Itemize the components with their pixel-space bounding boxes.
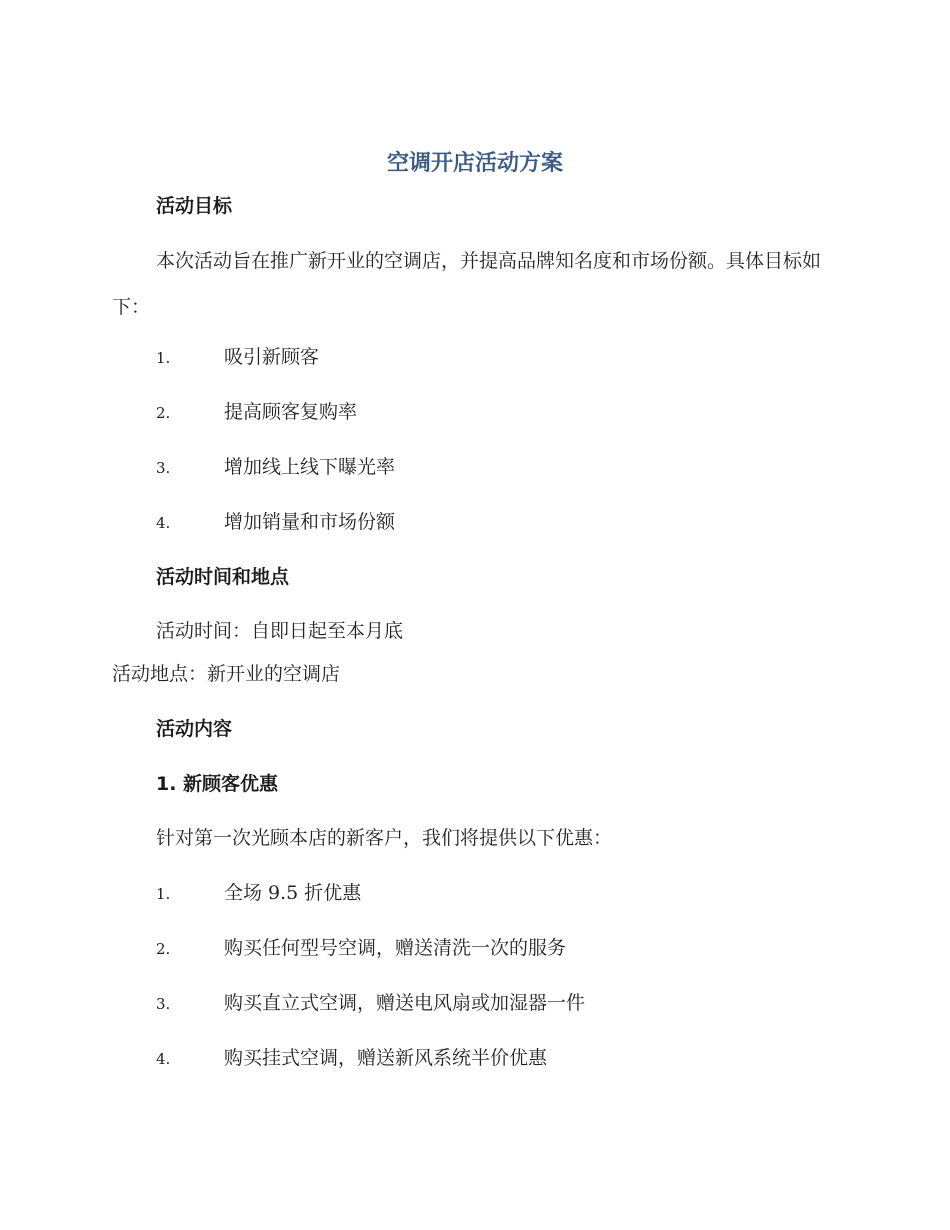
offer-item-number: 4.	[156, 1050, 171, 1068]
offer-item-text: 全场 9.5 折优惠	[224, 882, 362, 904]
offer-item-text: 购买直立式空调，赠送电风扇或加湿器一件	[224, 992, 586, 1014]
offer-item-number: 3.	[156, 995, 171, 1013]
goal-item-number: 4.	[156, 514, 171, 532]
goal-item-text: 提高顾客复购率	[224, 401, 358, 423]
section-heading-time-place: 活动时间和地点	[156, 566, 290, 588]
offer-item-number: 1.	[156, 885, 171, 903]
goal-intro-paragraph: 本次活动旨在推广新开业的空调店，并提高品牌知名度和市场份额。具体目标如下：	[112, 250, 822, 318]
activity-place-text: 活动地点：新开业的空调店	[112, 663, 341, 685]
activity-time-text: 活动时间：自即日起至本月底	[156, 620, 404, 642]
goal-item-text: 吸引新顾客	[224, 346, 320, 368]
section-heading-goal: 活动目标	[156, 195, 233, 217]
offer-item-number: 2.	[156, 940, 171, 958]
goal-item-text: 增加线上线下曝光率	[224, 456, 396, 478]
goal-item-number: 2.	[156, 404, 171, 422]
subsection-heading-new-customer: 1. 新顾客优惠	[156, 773, 279, 795]
page-title: 空调开店活动方案	[386, 151, 563, 176]
new-customer-intro: 针对第一次光顾本店的新客户，我们将提供以下优惠：	[156, 827, 613, 849]
goal-item-number: 1.	[156, 349, 171, 367]
goal-item-number: 3.	[156, 459, 171, 477]
offer-item-text: 购买任何型号空调，赠送清洗一次的服务	[224, 937, 567, 959]
section-heading-content: 活动内容	[156, 718, 233, 740]
goal-item-text: 增加销量和市场份额	[224, 511, 396, 533]
offer-item-text: 购买挂式空调，赠送新风系统半价优惠	[224, 1047, 548, 1069]
